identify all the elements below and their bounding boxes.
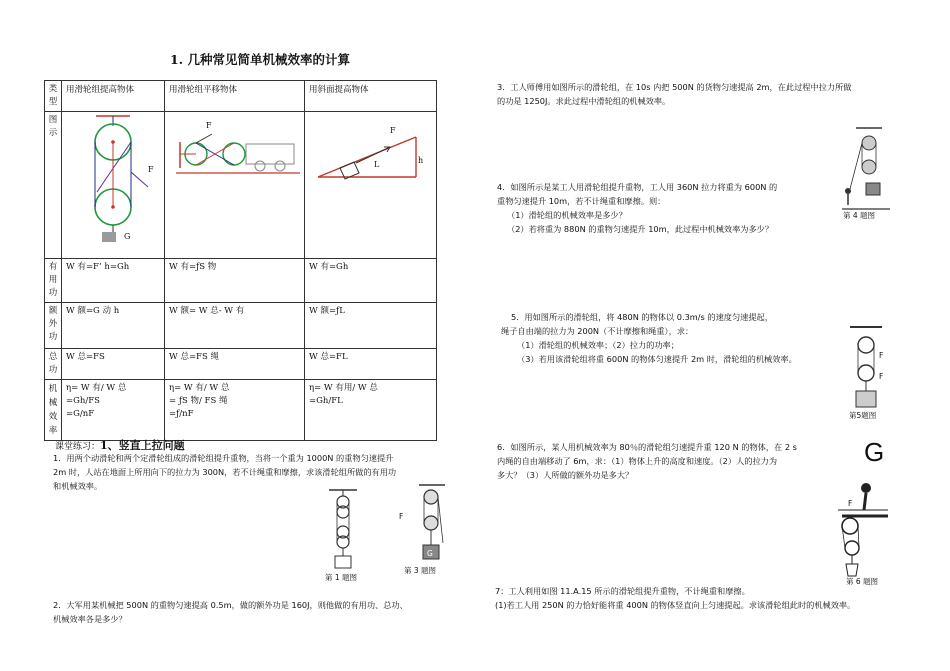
- total-work-pulley-horizontal: W 总=FS 绳: [165, 349, 305, 380]
- q1-figure-caption: 第 1 题图: [325, 573, 358, 582]
- question-2: 2．大军用某机械把 500N 的重物匀速提高 0.5m，做的额外功是 160J，则他做的有用功、总功、 机械效率各是多少？: [53, 600, 408, 624]
- row-label-extra-work: 额 外 功: [45, 303, 62, 349]
- fig3-length-label: L: [374, 160, 380, 169]
- col-header-pulley-horizontal: 用滑轮组平移物体: [165, 81, 305, 112]
- row-label-total-work: 总 功: [45, 349, 62, 380]
- row-label-useful-work: 有 用 功: [45, 259, 62, 303]
- question-7: 7：工人利用如图 11.A.15 所示的滑轮组提升重物，不计绳重和摩擦。 (1)若工人用 250N 的力恰好能将重 400N 的物体竖直向上匀速提起。求该滑轮组此时的机械效率。: [495, 586, 856, 610]
- question-6: 6．如图所示，某人用机械效率为 80％的滑轮组匀速提升重 120 N 的物体，在 2 s 内绳的自由端移动了 6m，求：（1）物体上升的高度和速度。（2）人的拉力为 多大？（3）人所做的额外功是多大？: [497, 442, 797, 480]
- q1-pulley-figure: [325, 488, 361, 570]
- useful-work-incline: W 有=Gh: [305, 259, 437, 303]
- practice-prefix: 课堂练习：: [55, 442, 101, 452]
- question-4: 4．如图所示是某工人用滑轮组提升重物，工人用 360N 拉力将重为 600N 的 重物匀速提升 10m，若不计绳重和摩擦。则： （1）滑轮组的机械效率是多少？ （2）若将重为 880N 的重物匀速提升 10m，此过程中机械效率为多少？: [497, 182, 778, 234]
- q5-force-label-1: F: [879, 351, 884, 360]
- practice-title: 1、竖直上拉问题: [100, 439, 185, 452]
- q5-force-label-2: F: [879, 372, 884, 381]
- fig3-force-label: F: [390, 126, 396, 135]
- q3-figure-caption: 第 3 题图: [404, 566, 437, 575]
- q6-weight-glyph: G: [864, 437, 885, 467]
- col-header-pulley-lift: 用滑轮组提高物体: [62, 81, 165, 112]
- useful-work-pulley-lift: W 有=F’ h=Gh: [62, 259, 165, 303]
- q6-figure-caption: 第 6 题图: [846, 577, 879, 586]
- efficiency-pulley-horizontal: η= W 有/ W 总 = ƒS 物/ FS 绳 =ƒ/nF: [165, 380, 305, 441]
- fig2-force-label: F: [206, 121, 212, 130]
- q4-figure-caption: 第 4 题图: [843, 211, 876, 220]
- q3-weight-label: G: [427, 549, 433, 558]
- row-label-diagram: 图 示: [45, 112, 62, 259]
- q3-force-label: F: [399, 512, 404, 521]
- efficiency-incline: η= W 有用/ W 总 =Gh/FL: [305, 380, 437, 441]
- q5-pulley-figure: [848, 325, 884, 409]
- col-header-incline: 用斜面提高物体: [305, 81, 437, 112]
- q6-pulley-figure: [828, 480, 890, 578]
- q4-pulley-figure: [842, 125, 892, 211]
- fig3-height-label: h: [418, 156, 424, 165]
- incline-diagram: [318, 125, 428, 185]
- q5-figure-caption: 第5题图: [849, 411, 877, 420]
- total-work-pulley-lift: W 总=FS: [62, 349, 165, 380]
- fig1-force-label: F: [148, 165, 154, 174]
- page-title: 1. 几种常见简单机械效率的计算: [170, 52, 350, 67]
- efficiency-pulley-lift: η= W 有/ W 总 =Gh/FS =G/nF: [62, 380, 165, 441]
- question-1: 1．用两个动滑轮和两个定滑轮组成的滑轮组提升重物，当将一个重为 1000N 的重物匀速提升 2m 时，人站在地面上所用向下的拉力为 300N，若不计绳重和摩擦，求该滑轮组所做的有用功 和机械效率。: [53, 453, 397, 491]
- type-header: 类 型: [45, 81, 62, 112]
- question-3: 3．工人师傅用如图所示的滑轮组，在 10s 内把 500N 的货物匀速提高 2m，在此过程中拉力所做 的功是 1250J。求此过程中滑轮组的机械效率。: [497, 82, 852, 106]
- extra-work-pulley-lift: W 额=G 动 h: [62, 303, 165, 349]
- question-5: 5．用如图所示的滑轮组，将 480N 的物体以 0.3m/s 的速度匀速提起， 绳子自由端的拉力为 200N（不计摩擦和绳重），求： （1）滑轮组的机械效率；（2）拉力的功率； （3）若用该滑轮组将重 600N 的物体匀速提升 2m 时，滑轮组的机械效率。: [501, 312, 797, 364]
- row-label-efficiency: 机 械 效 率: [45, 380, 62, 441]
- useful-work-pulley-horizontal: W 有=ƒS 物: [165, 259, 305, 303]
- pulley-horizontal-diagram: [176, 128, 301, 188]
- fig1-weight-label: G: [124, 232, 131, 241]
- total-work-incline: W 总=FL: [305, 349, 437, 380]
- q6-force-label: F: [848, 499, 853, 508]
- extra-work-incline: W 额=ƒL: [305, 303, 437, 349]
- extra-work-pulley-horizontal: W 额= W 总- W 有: [165, 303, 305, 349]
- pulley-lift-diagram: [78, 112, 168, 252]
